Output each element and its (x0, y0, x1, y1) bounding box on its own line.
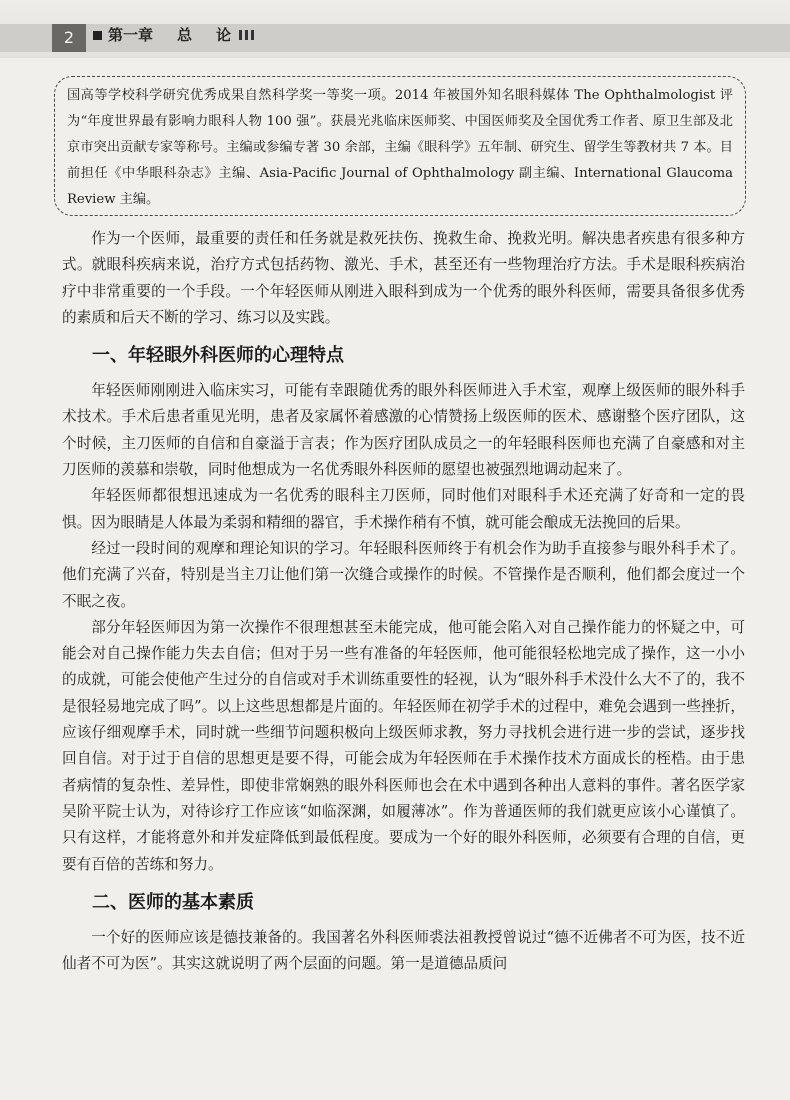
body-paragraph: 年轻医师都很想迅速成为一名优秀的眼科主刀医师，同时他们对眼科手术还充满了好奇和一定的畏惧。因为眼睛是人体最为柔弱和精细的器官，手术操作稍有不慎，就可能会酿成无法挽回的后果。 (62, 487, 745, 531)
section-heading-2: 二、医师的基本素质 (92, 891, 254, 913)
body-paragraph: 年轻医师刚刚进入临床实习，可能有幸跟随优秀的眼外科医师进入手术室，观摩上级医师的眼外科手术技术。手术后患者重见光明，患者及家属怀着感激的心情赞扬上级医师的医术、感谢整个医疗团队，这个时候，主刀医师的自信和自豪溢于言表；作为医疗团队成员之一的年轻眼科医师也充满了自豪感和对主刀医师的羡慕和崇敬，同时他想成为一名优秀眼外科医师的愿望也被强烈地调动起来了。 (62, 382, 745, 479)
body-paragraph: 一个好的医师应该是德技兼备的。我国著名外科医师裘法祖教授曾说过“德不近佛者不可为医，技不近仙者不可为医”。其实这就说明了两个层面的问题。第一是道德品质问 (62, 928, 745, 973)
author-bio-box (54, 76, 746, 216)
chapter-title-part2: 论 (216, 26, 232, 44)
body-paragraph: 经过一段时间的观摩和理论知识的学习。年轻眼科医师终于有机会作为助手直接参与眼外科手术了。他们充满了兴奋，特别是当主刀让他们第一次缝合或操作的时候。不管操作是否顺利，他们都会度过一个不眠之夜。 (62, 539, 745, 610)
author-bio-text: 国高等学校科学研究优秀成果自然科学奖一等奖一项。2014 年被国外知名眼科媒体 The Ophthalmologist 评为“年度世界最有影响力眼科人物 100 强”。获晨光兆临床医师奖、中国医师奖及全国优秀工作者、原卫生部及北京市突出贡献专家等称号。主编或参编专著 30 余部，主编《眼科学》五年制、研究生、留学生等教材共 7 本。目前担任《中华眼科杂志》主编、Asia-Pacific Journal of Ophthalmology 副主编、International Glaucoma Review 主编。 (67, 88, 733, 207)
intro-paragraph: 作为一个医师，最重要的责任和任务就是救死扶伤、挽救生命、挽救光明。解决患者疾患有很多种方式。就眼科疾病来说，治疗方式包括药物、激光、手术，甚至还有一些物理治疗方法。手术是眼科疾病治疗中非常重要的一个手段。一个年轻医师从刚进入眼科到成为一个优秀的眼外科医师，需要具备很多优秀的素质和后天不断的学习、练习以及实践。 (62, 230, 745, 326)
page-number: 2 (52, 24, 86, 52)
body-paragraph: 部分年轻医师因为第一次操作不很理想甚至未能完成，他可能会陷入对自己操作能力的怀疑之中，可能会对自己操作能力失去自信；但对于另一些有准备的年轻医师，他可能很轻松地完成了操作，这一小小的成就，可能会使他产生过分的自信或对手术训练重要性的轻视，认为“眼外科手术没什么大不了的，我不是很轻易地完成了吗”。以上这些思想都是片面的。年轻医师在初学手术的过程中，难免会遇到一些挫折，应该仔细观摩手术，同时就一些细节问题积极向上级医师求教，努力寻找机会进行进一步的尝试，逐步找回自信。对于过于自信的思想更是要不得，可能会成为年轻医师在手术操作技术方面成长的桎梏。由于患者病情的复杂性、差异性，即使非常娴熟的眼外科医师也会在术中遇到各种出人意料的事件。著名医学家吴阶平院士认为，对待诊疗工作应该“如临深渊，如履薄冰”。作为普通医师的我们就更应该小心谨慎了。只有这样，才能将意外和并发症降低到最低程度。要成为一个好的眼外科医师，必须要有合理的自信，更要有百倍的苦练和努力。 (62, 618, 745, 873)
bar-ornament-icon (245, 30, 248, 40)
chapter-label: 第一章 (108, 26, 154, 44)
bar-ornament-icon (239, 30, 242, 40)
chapter-title (93, 24, 254, 52)
bar-ornament-icon (251, 30, 254, 40)
section-heading-1: 一、年轻眼外科医师的心理特点 (92, 345, 344, 367)
main-content (62, 226, 745, 977)
chapter-title-part1: 总 (177, 26, 193, 44)
square-bullet-icon (93, 31, 102, 40)
